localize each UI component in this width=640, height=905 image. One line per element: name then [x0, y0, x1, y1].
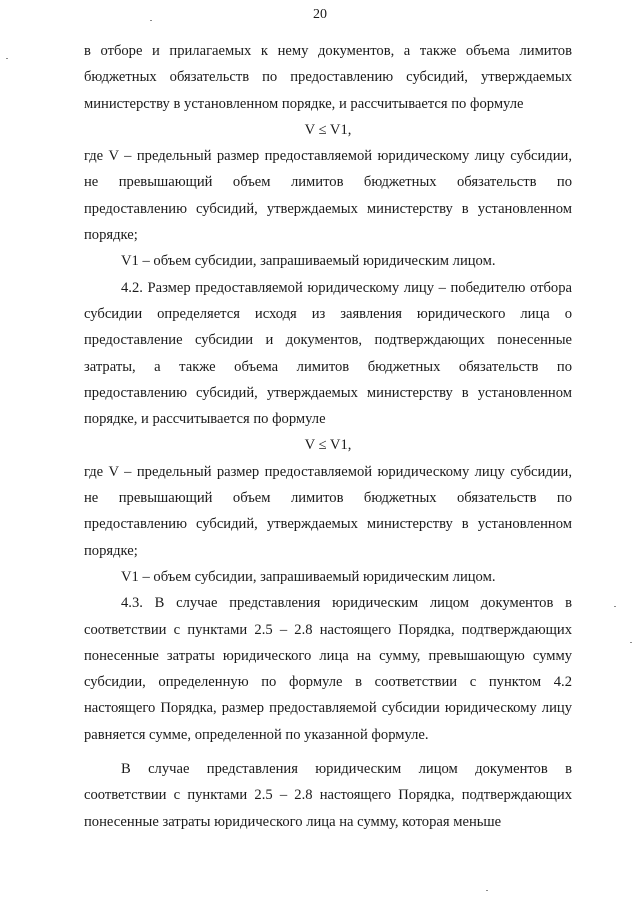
formula: V ≤ V1,: [304, 437, 352, 454]
formula: V ≤ V1,: [304, 121, 352, 138]
paragraph-continuation-case: В случае представления юридическим лицом документов в соответствии с пунктами 2.5 – 2.8 настоящего Порядка, подтверждающих понесенные затраты юридического лица на сумму, которая меньше: [84, 761, 572, 830]
page-number: 20: [313, 7, 327, 22]
scan-speck: [630, 642, 632, 643]
paragraph-4-3: 4.3. В случае представления юридическим лицом документов в соответствии с пунктами 2.5 – 2.8 настоящего Порядка, подтверждающих понесенные затраты юридического лица на сумму, превышающую сумму субсидии, определенную по формуле в соответствии с пунктом 4.2 настоящего Порядка, размер предоставляемой субсидии юридическому лицу равняется сумме, определенной по указанной формуле.: [84, 595, 572, 743]
document-body: [84, 38, 572, 835]
scan-speck: [486, 890, 488, 891]
formula-definition-v1: V1 – объем субсидии, запрашиваемый юридическим лицом.: [121, 568, 496, 585]
scan-speck: [614, 606, 616, 607]
formula-definition-v1: V1 – объем субсидии, запрашиваемый юридическим лицом.: [121, 253, 496, 270]
formula-definition: где V – предельный размер предоставляемой юридическому лицу субсидии, не превышающий объем лимитов бюджетных обязательств по предоставлению субсидий, утверждаемых министерству в установленном порядке;: [84, 148, 572, 244]
scan-speck: [6, 58, 8, 59]
paragraph-continuation: в отборе и прилагаемых к нему документов, а также объема лимитов бюджетных обязательств по предоставлению субсидий, утверждаемых министерству в установленном порядке, и рассчитывается по формуле: [84, 43, 572, 112]
formula-definition: где V – предельный размер предоставляемой юридическому лицу субсидии, не превышающий объем лимитов бюджетных обязательств по предоставлению субсидий, утверждаемых министерству в установленном порядке;: [84, 463, 572, 559]
scan-speck: [150, 20, 152, 21]
paragraph-4-2: 4.2. Размер предоставляемой юридическому лицу – победителю отбора субсидии определяется исходя из заявления юридического лица о предоставление субсидии и документов, подтверждающих понесенные затраты, а также объема лимитов бюджетных обязательств по предоставлению субсидий, утверждаемых министерству в установленном порядке, и рассчитывается по формуле: [84, 279, 572, 428]
